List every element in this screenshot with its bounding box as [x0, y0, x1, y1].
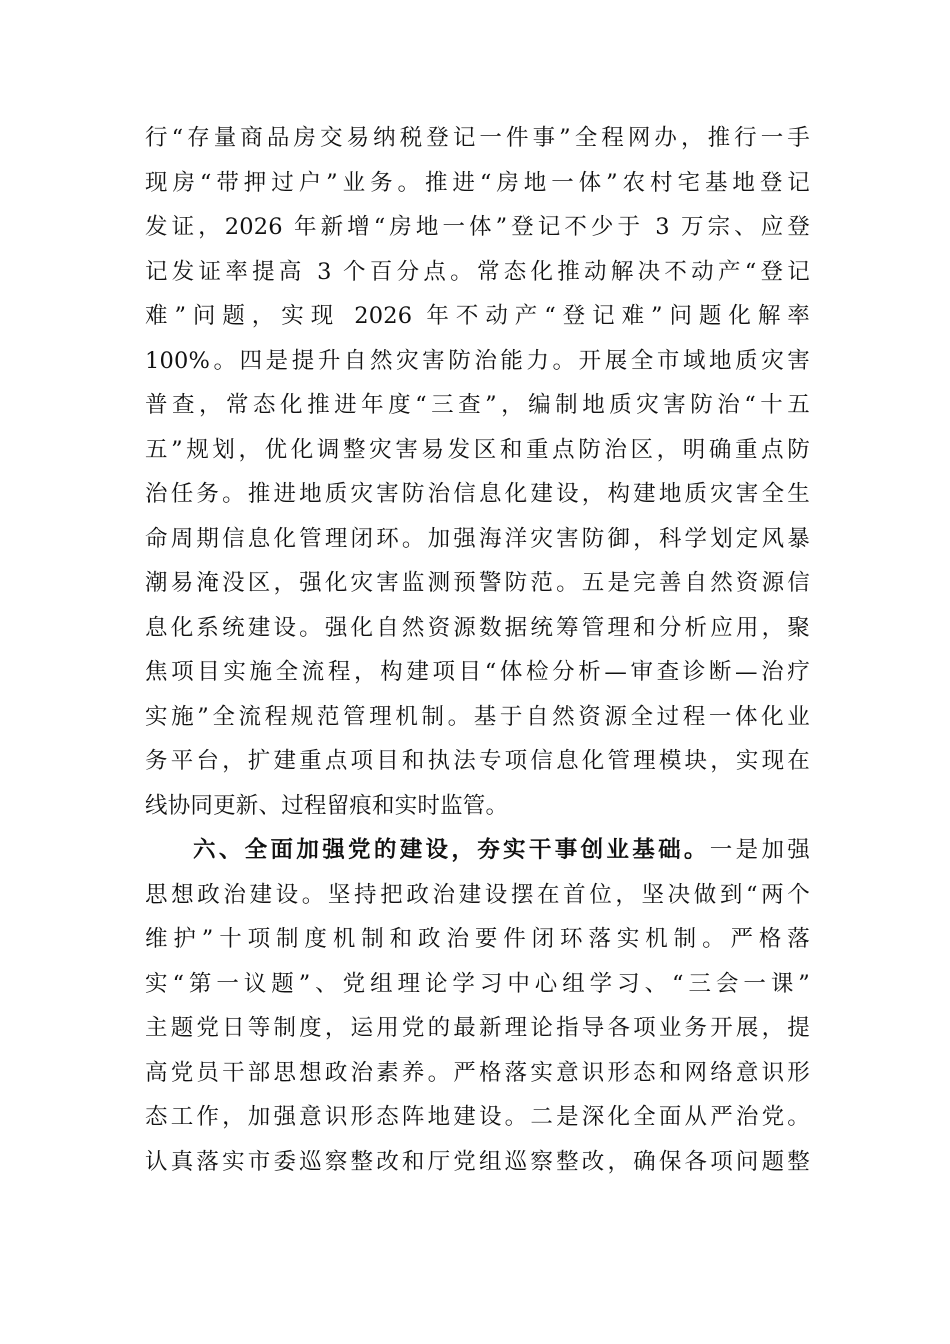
text-line: 现房“带押过户”业务。推进“房地一体”农村宅基地登记 — [145, 169, 810, 196]
text-line: 维护”十项制度机制和政治要件闭环落实机制。严格落 — [145, 926, 810, 952]
text-line: 普查，常态化推进年度“三查”，编制地质灾害防治“十五 — [145, 392, 810, 418]
text-line: 命周期信息化管理闭环。加强海洋灾害防御，科学划定风暴 — [145, 525, 810, 552]
text-line: 记发证率提高 3 个百分点。常态化推动解决不动产“登记 — [145, 258, 810, 285]
text-run: 一是加强 — [709, 837, 810, 863]
text-line: 态工作，加强意识形态阵地建设。二是深化全面从严治党。 — [145, 1104, 810, 1130]
section-heading-line — [145, 828, 810, 873]
document-body — [145, 116, 810, 1184]
text-line: 务平台，扩建重点项目和执法专项信息化管理模块，实现在 — [145, 748, 810, 774]
text-line: 难”问题，实现 2026 年不动产“登记难”问题化解率 — [145, 303, 810, 329]
text-line: 五”规划，优化调整灾害易发区和重点防治区，明确重点防 — [145, 436, 810, 463]
text-line: 高党员干部思想政治素养。严格落实意识形态和网络意识形 — [145, 1059, 810, 1086]
text-line: 潮易淹没区，强化灾害监测预警防范。五是完善自然资源信 — [145, 570, 810, 596]
section-heading: 六、全面加强党的建设，夯实干事创业基础。 — [193, 837, 710, 863]
text-line: 息化系统建设。强化自然资源数据统筹管理和分析应用，聚 — [145, 614, 810, 641]
text-line: 思想政治建设。坚持把政治建设摆在首位，坚决做到“两个 — [145, 881, 810, 908]
paragraph-2 — [145, 828, 810, 1184]
text-line: 认真落实市委巡察整改和厅党组巡察整改，确保各项问题整 — [145, 1148, 810, 1175]
paragraph-1 — [145, 116, 810, 828]
text-line: 治任务。推进地质灾害防治信息化建设，构建地质灾害全生 — [145, 481, 810, 507]
text-line: 实施”全流程规范管理机制。基于自然资源全过程一体化业 — [145, 703, 810, 730]
text-line: 焦项目实施全流程，构建项目“体检分析—审查诊断—治疗 — [145, 659, 810, 685]
text-line: 主题党日等制度，运用党的最新理论指导各项业务开展，提 — [145, 1015, 810, 1041]
text-line: 实“第一议题”、党组理论学习中心组学习、“三会一课” — [145, 970, 810, 997]
text-line: 100%。四是提升自然灾害防治能力。开展全市域地质灾害 — [145, 347, 810, 374]
text-line: 发证，2026 年新增“房地一体”登记不少于 3 万宗、应登 — [145, 214, 810, 240]
text-line: 行“存量商品房交易纳税登记一件事”全程网办，推行一手 — [145, 125, 810, 151]
text-line: 线协同更新、过程留痕和实时监管。 — [145, 792, 509, 819]
